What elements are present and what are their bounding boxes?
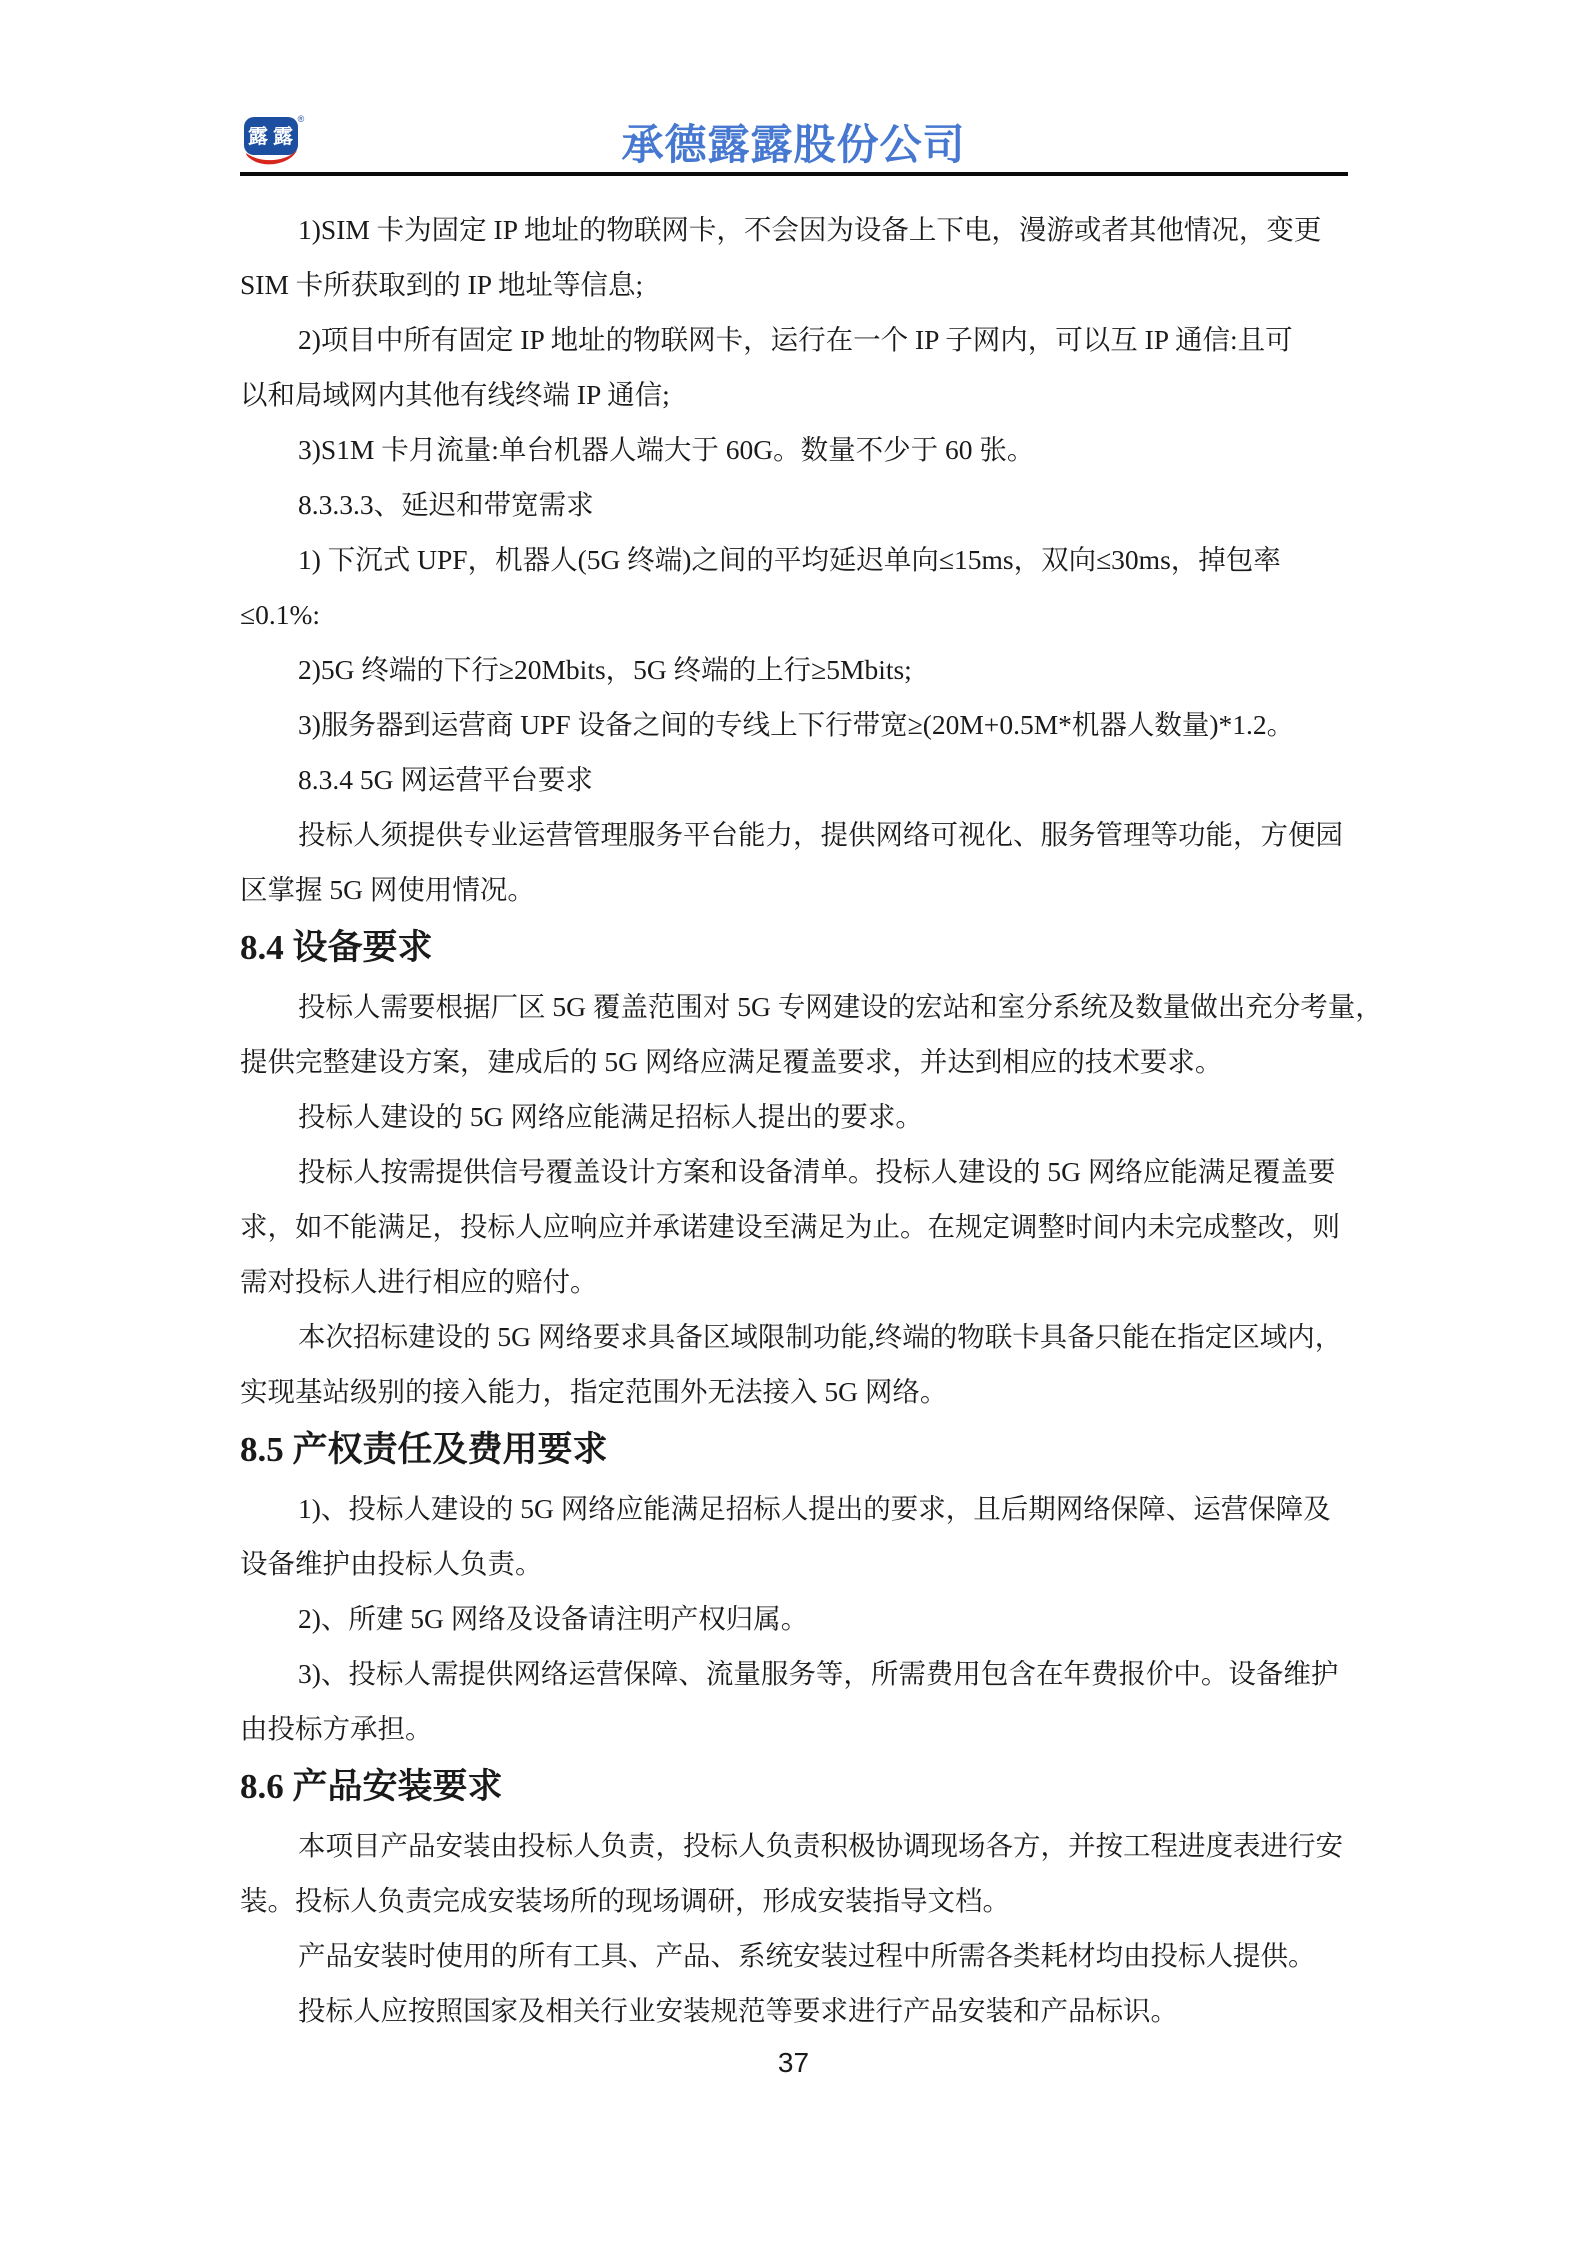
- paragraph-line: 由投标方承担。: [240, 1713, 433, 1744]
- section-heading: 8.6 产品安装要求: [240, 1767, 503, 1806]
- logo-registered-mark: ®: [297, 114, 305, 124]
- paragraph-line: 本次招标建设的 5G 网络要求具备区域限制功能,终端的物联卡具备只能在指定区域内，: [298, 1321, 1343, 1352]
- company-name-title: 承德露露股份公司: [621, 121, 966, 168]
- paragraph-line: 本项目产品安装由投标人负责，投标人负责积极协调现场各方，并按工程进度表进行安: [298, 1830, 1343, 1861]
- paragraph-line: 1)、投标人建设的 5G 网络应能满足招标人提出的要求，且后期网络保障、运营保障及: [298, 1493, 1331, 1524]
- paragraph-line: 投标人应按照国家及相关行业安装规范等要求进行产品安装和产品标识。: [298, 1995, 1178, 2026]
- paragraph-line: 区掌握 5G 网使用情况。: [240, 874, 535, 905]
- paragraph-line: 提供完整建设方案，建成后的 5G 网络应满足覆盖要求，并达到相应的技术要求。: [240, 1046, 1223, 1077]
- paragraph-line: 投标人须提供专业运营管理服务平台能力，提供网络可视化、服务管理等功能，方便园: [298, 819, 1343, 850]
- paragraph-line: 实现基站级别的接入能力，指定范围外无法接入 5G 网络。: [240, 1376, 948, 1407]
- paragraph-line: 2)、所建 5G 网络及设备请注明产权归属。: [298, 1603, 809, 1634]
- paragraph-line: 8.3.4 5G 网运营平台要求: [298, 764, 593, 795]
- paragraph-line: 装。投标人负责完成安装场所的现场调研，形成安装指导文档。: [240, 1885, 1010, 1916]
- paragraph-line: 以和局域网内其他有线终端 IP 通信;: [240, 379, 670, 410]
- paragraph-line: 投标人按需提供信号覆盖设计方案和设备清单。投标人建设的 5G 网络应能满足覆盖要: [298, 1156, 1336, 1187]
- paragraph-line: 3)S1M 卡月流量:单台机器人端大于 60G。数量不少于 60 张。: [298, 434, 1035, 465]
- paragraph-line: 3)服务器到运营商 UPF 设备之间的专线上下行带宽≥(20M+0.5M*机器人数量)*1.2。: [298, 709, 1295, 740]
- paragraph-line: 需对投标人进行相应的赔付。: [240, 1266, 598, 1297]
- page-number: 37: [777, 2047, 810, 2078]
- paragraph-line: 8.3.3.3、延迟和带宽需求: [298, 489, 594, 520]
- logo-character: 露: [273, 126, 293, 148]
- paragraph-line: 产品安装时使用的所有工具、产品、系统安装过程中所需各类耗材均由投标人提供。: [298, 1940, 1316, 1971]
- paragraph-line: 3)、投标人需提供网络运营保障、流量服务等，所需费用包含在年费报价中。设备维护: [298, 1658, 1339, 1689]
- paragraph-line: 投标人需要根据厂区 5G 覆盖范围对 5G 专网建设的宏站和室分系统及数量做出充分考量，: [298, 991, 1383, 1022]
- paragraph-line: SIM 卡所获取到的 IP 地址等信息;: [240, 269, 644, 300]
- section-heading: 8.4 设备要求: [240, 928, 433, 967]
- paragraph-line: 1)SIM 卡为固定 IP 地址的物联网卡，不会因为设备上下电，漫游或者其他情况，变更: [298, 214, 1322, 245]
- header-rule: [240, 172, 1348, 176]
- paragraph-line: 设备维护由投标人负责。: [240, 1548, 543, 1579]
- paragraph-line: 1) 下沉式 UPF，机器人(5G 终端)之间的平均延迟单向≤15ms，双向≤30ms，掉包率: [298, 544, 1281, 575]
- paragraph-line: 2)项目中所有固定 IP 地址的物联网卡，运行在一个 IP 子网内，可以互 IP 通信:且可: [298, 324, 1293, 355]
- section-heading: 8.5 产权责任及费用要求: [240, 1430, 608, 1469]
- paragraph-line: ≤0.1%:: [240, 599, 321, 630]
- paragraph-line: 求，如不能满足，投标人应响应并承诺建设至满足为止。在规定调整时间内未完成整改，则: [240, 1211, 1340, 1242]
- paragraph-line: 投标人建设的 5G 网络应能满足招标人提出的要求。: [298, 1101, 923, 1132]
- logo-character: 露: [248, 126, 268, 148]
- document-body: [240, 202, 1383, 2038]
- paragraph-line: 2)5G 终端的下行≥20Mbits，5G 终端的上行≥5Mbits;: [298, 654, 912, 685]
